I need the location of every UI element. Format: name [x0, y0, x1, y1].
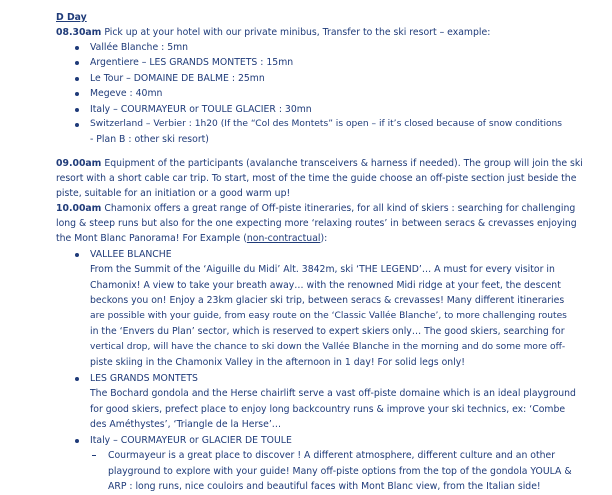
courmayeur-line: playground to explore with your guide! Many off-piste options from the top of the gondola YOULA &	[108, 466, 572, 477]
vallee-blanche-line: Chamonix! A view to take your breath away… with the renowned Midi ridge at your feet, the descent	[90, 280, 561, 291]
grands-montets-line: for good skiers, prefect place to enjoy long backcountry runs & improve your ski technics, ex: ‘Combe	[90, 404, 566, 415]
pickup-time: 08.30am	[56, 27, 102, 38]
equipment-line: resort with a short cable car trip. To start, most of the time the guide choose an off-piste section just beside the	[56, 173, 577, 184]
vallee-blanche-line: vertical drop, will have the chance to ski down the Vallée Blanche in the morning and do some more off-	[90, 342, 566, 352]
bullet-icon	[75, 123, 79, 127]
pickup-item-continuation: - Plan B : other ski resort)	[90, 134, 209, 145]
vallee-blanche-title: VALLEE BLANCHE	[90, 249, 172, 260]
pickup-item: Argentiere – LES GRANDS MONTETS : 15mn	[90, 57, 294, 68]
bullet-icon	[75, 92, 79, 96]
italy-title: Italy – COURMAYEUR or GLACIER DE TOULE	[90, 435, 292, 446]
bullet-icon	[75, 61, 79, 65]
vallee-blanche-line: in the ‘Envers du Plan’ sector, which is reserved to expert skiers only… The good skiers, searching for	[90, 326, 565, 337]
grands-montets-line: The Bochard gondola and the Herse chairlift serve a vast off-piste domaine which is an ideal playground	[90, 388, 576, 399]
pickup-item: Italy – COURMAYEUR or TOULE GLACIER : 30mn	[90, 104, 312, 115]
pickup-item: Megeve : 40mn	[90, 88, 163, 99]
vallee-blanche-line: From the Summit of the ‘Aiguille du Midi’ Alt. 3842m, ski ‘THE LEGEND’… A must for every visitor in	[90, 264, 555, 275]
chamonix-time: 10.00am	[56, 203, 102, 214]
courmayeur-line: Courmayeur is a great place to discover ! A different atmosphere, different culture and an other	[108, 450, 556, 461]
pickup-text: Pick up at your hotel with our private minibus, Transfer to the ski resort – example:	[101, 27, 491, 38]
grands-montets-title: LES GRANDS MONTETS	[90, 373, 198, 384]
vallee-blanche-line: beckons you on! Enjoy a 23km glacier ski trip, between seracs & crevasses! Many different itineraries	[90, 295, 565, 306]
bullet-icon	[75, 377, 79, 381]
dash-bullet-icon	[92, 455, 96, 456]
bullet-icon	[75, 77, 79, 81]
chamonix-line: the Mont Blanc Panorama! For Example (non-contractual):	[56, 233, 328, 244]
pickup-paragraph	[56, 25, 490, 41]
bullet-icon	[75, 253, 79, 257]
vallee-blanche-line: are possible with your guide, from easy route on the ‘Classic Vallée Blanche’, to more challenging routes	[90, 311, 567, 321]
bullet-icon	[75, 439, 79, 443]
pickup-item: Le Tour – DOMAINE DE BALME : 25mn	[90, 73, 265, 84]
pickup-item: Switzerland – Verbier : 1h20 (If the “Col des Montets” is open – if it’s closed because of snow conditions	[90, 119, 563, 129]
courmayeur-line: ARP : long runs, nice couloirs and beautiful faces with Mont Blanc view, from the Italian side!	[108, 481, 541, 492]
vallee-blanche-line: piste skiing in the Chamonix Valley in the afternoon in 1 day! For solid legs only!	[90, 357, 465, 368]
day-heading: D Day	[56, 12, 87, 23]
pickup-item: Vallée Blanche : 5mn	[90, 42, 189, 53]
bullet-icon	[75, 46, 79, 50]
chamonix-line: long & steep runs but also for the one expecting more ‘relaxing routes’ in between seracs & crevasses enjoying	[56, 218, 577, 229]
equipment-line: piste, suitable for an initiation or a good warm up!	[56, 188, 291, 199]
grands-montets-line: des Améthystes’, ‘Triangle de la Herse’…	[90, 419, 282, 430]
chamonix-paragraph: 10.00am Chamonix offers a great range of Off-piste itineraries, for all kind of skiers : searching for challenging	[56, 203, 576, 214]
equipment-paragraph: 09.00am Equipment of the participants (avalanche transceivers & harness if needed). The group will join the ski	[56, 158, 583, 169]
non-contractual-note: non-contractual	[246, 233, 321, 244]
bullet-icon	[75, 108, 79, 112]
equipment-time: 09.00am	[56, 158, 102, 169]
